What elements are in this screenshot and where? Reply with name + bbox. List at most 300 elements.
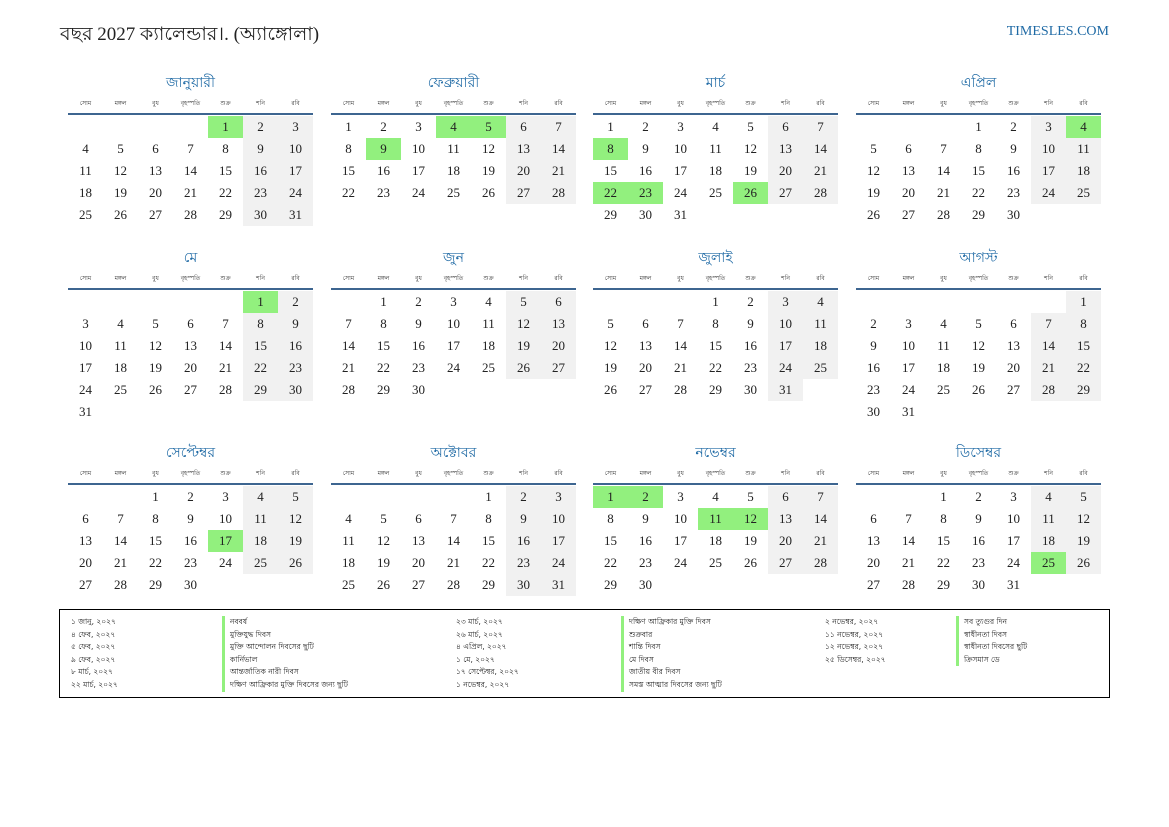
day-cell: 7 <box>905 511 912 526</box>
weekday-label: সোম <box>79 470 92 477</box>
month-name: মার্চ <box>705 75 726 91</box>
day-cell: 26 <box>506 357 541 379</box>
day-cell: 9 <box>747 316 754 331</box>
day-cell: 22 <box>937 555 950 570</box>
day-cell: 14 <box>219 338 232 353</box>
weekday-label: মঙ্গল <box>377 100 390 107</box>
day-cell: 11 <box>803 313 838 335</box>
day-cell: 1 <box>485 489 492 504</box>
day-cell: 14 <box>803 138 838 160</box>
day-cell: 10 <box>541 508 576 530</box>
holiday-name: আন্তর্জাতিক নারী দিবস <box>222 666 348 679</box>
day-cell: 17 <box>541 530 576 552</box>
empty-cell <box>926 291 961 313</box>
day-cell: 26 <box>972 382 985 397</box>
day-cell: 28 <box>184 207 197 222</box>
empty-cell <box>628 291 663 313</box>
day-cell: 7 <box>345 316 352 331</box>
day-cell: 22 <box>482 555 495 570</box>
weekday-label: বুধ <box>677 100 684 107</box>
day-cell: 3 <box>768 291 803 313</box>
weekday-label: বৃহস্পতি <box>705 275 726 282</box>
day-cell: 22 <box>709 360 722 375</box>
holiday-name: দক্ষিণ আফ্রিকার মুক্তি দিবসের জন্য ছুটি <box>222 679 348 692</box>
weekday-label: শনি <box>781 470 790 477</box>
day-cell: 14 <box>1031 335 1066 357</box>
day-cell: 30 <box>278 379 313 401</box>
day-cell: 29 <box>482 577 495 592</box>
day-cell: 10 <box>674 141 687 156</box>
day-cell: 25 <box>709 185 722 200</box>
day-cell: 27 <box>506 182 541 204</box>
weekday-label: মঙ্গল <box>902 275 915 282</box>
day-cell: 10 <box>1007 511 1020 526</box>
day-cell: 5 <box>607 316 614 331</box>
holiday-name: দক্ষিণ আফ্রিকার মুক্তি দিবস <box>621 616 722 629</box>
day-cell: 28 <box>803 552 838 574</box>
day-cell: 5 <box>870 141 877 156</box>
days-grid <box>68 486 313 596</box>
day-cell: 8 <box>243 313 278 335</box>
day-cell: 18 <box>447 163 460 178</box>
holiday-name: জাতীয় বীর দিবস <box>621 666 722 679</box>
day-cell: 25 <box>1066 182 1101 204</box>
day-cell: 5 <box>747 119 754 134</box>
weekday-label: বুধ <box>152 100 159 107</box>
day-cell: 10 <box>219 511 232 526</box>
weekday-label: রবি <box>291 470 300 477</box>
weekday-label: শনি <box>519 275 528 282</box>
holiday-list <box>59 609 1110 698</box>
empty-cell <box>436 486 471 508</box>
weekday-header <box>331 269 576 290</box>
weekday-label: মঙ্গল <box>639 470 652 477</box>
day-cell: 26 <box>278 552 313 574</box>
day-cell: 19 <box>744 163 757 178</box>
weekday-label: শনি <box>256 275 265 282</box>
day-cell: 24 <box>219 555 232 570</box>
day-cell: 15 <box>709 338 722 353</box>
weekday-label: সোম <box>79 100 92 107</box>
day-cell: 10 <box>768 313 803 335</box>
day-cell: 9 <box>642 141 649 156</box>
weekday-label: বৃহস্পতি <box>705 100 726 107</box>
day-cell: 4 <box>712 489 719 504</box>
empty-cell <box>331 486 366 508</box>
days-grid <box>856 116 1101 226</box>
day-cell: 25 <box>79 207 92 222</box>
weekday-label: মঙ্গল <box>902 100 915 107</box>
holiday-dates-column <box>456 616 519 692</box>
day-cell: 23 <box>506 552 541 574</box>
day-cell: 21 <box>937 185 950 200</box>
days-grid <box>331 116 576 204</box>
day-cell: 8 <box>380 316 387 331</box>
day-cell: 15 <box>604 533 617 548</box>
day-cell: 27 <box>1007 382 1020 397</box>
day-cell: 15 <box>149 533 162 548</box>
day-cell: 4 <box>712 119 719 134</box>
holiday-name: মুক্তিযুদ্ধ দিবস <box>222 629 348 642</box>
day-cell: 3 <box>905 316 912 331</box>
weekday-label: রবি <box>816 470 825 477</box>
day-cell: 18 <box>342 555 355 570</box>
day-cell: 1 <box>940 489 947 504</box>
month-block <box>331 247 576 401</box>
day-cell: 31 <box>278 204 313 226</box>
day-cell: 26 <box>482 185 495 200</box>
empty-cell <box>891 486 926 508</box>
day-cell: 12 <box>114 163 127 178</box>
weekday-header <box>856 269 1101 290</box>
month-name: আগস্ট <box>959 250 998 266</box>
weekday-label: বুধ <box>152 275 159 282</box>
weekday-label: বৃহস্পতি <box>443 275 464 282</box>
day-cell: 11 <box>1031 508 1066 530</box>
day-cell: 5 <box>975 316 982 331</box>
day-cell: 24 <box>278 182 313 204</box>
days-grid <box>593 486 838 596</box>
weekday-label: শুক্র <box>1008 470 1019 477</box>
day-cell: 19 <box>867 185 880 200</box>
day-cell: 13 <box>149 163 162 178</box>
day-cell: 15 <box>482 533 495 548</box>
weekday-label: শনি <box>256 470 265 477</box>
weekday-label: শুক্র <box>745 275 756 282</box>
day-cell: 11 <box>79 163 92 178</box>
holiday-name: স্বাধীনতা দিবস <box>956 629 1027 642</box>
holiday-names-column <box>621 616 722 692</box>
holiday-date: ৫ ফেব, ২০২৭ <box>71 642 116 652</box>
day-cell: 10 <box>278 138 313 160</box>
day-cell: 18 <box>114 360 127 375</box>
site-link[interactable]: TIMESLES.COM <box>1006 24 1109 39</box>
day-cell: 17 <box>768 335 803 357</box>
day-cell: 5 <box>380 511 387 526</box>
holiday-name: ক্রিসমাস ডে <box>956 654 1027 667</box>
month-name: সেপ্টেম্বর <box>165 445 216 461</box>
day-cell: 3 <box>541 486 576 508</box>
day-cell: 29 <box>149 577 162 592</box>
day-cell: 1 <box>607 119 614 134</box>
day-cell: 26 <box>604 382 617 397</box>
month-block <box>856 72 1101 226</box>
day-cell: 19 <box>604 360 617 375</box>
weekday-label: রবি <box>554 100 563 107</box>
day-cell: 16 <box>506 530 541 552</box>
day-cell: 22 <box>1066 357 1101 379</box>
day-cell: 7 <box>222 316 229 331</box>
empty-cell <box>331 291 366 313</box>
day-cell: 6 <box>768 116 803 138</box>
day-cell: 11 <box>1066 138 1101 160</box>
day-cell: 4 <box>345 511 352 526</box>
day-cell: 20 <box>541 335 576 357</box>
day-cell: 24 <box>541 552 576 574</box>
day-cell: 15 <box>972 163 985 178</box>
day-cell: 20 <box>184 360 197 375</box>
day-cell: 25 <box>937 382 950 397</box>
day-cell: 20 <box>506 160 541 182</box>
day-cell: 21 <box>184 185 197 200</box>
day-cell: 11 <box>243 508 278 530</box>
day-cell: 31 <box>1007 577 1020 592</box>
day-cell: 17 <box>1031 160 1066 182</box>
day-cell: 26 <box>867 207 880 222</box>
day-cell: 15 <box>604 163 617 178</box>
weekday-label: রবি <box>1079 470 1088 477</box>
day-cell: 3 <box>677 119 684 134</box>
day-cell: 16 <box>867 360 880 375</box>
day-cell: 5 <box>278 486 313 508</box>
day-cell: 14 <box>342 338 355 353</box>
day-cell: 24 <box>412 185 425 200</box>
day-cell: 27 <box>867 577 880 592</box>
day-cell: 16 <box>639 163 652 178</box>
weekday-label: সোম <box>342 100 355 107</box>
day-cell: 8 <box>712 316 719 331</box>
day-cell: 19 <box>149 360 162 375</box>
day-cell: 17 <box>79 360 92 375</box>
day-cell: 22 <box>377 360 390 375</box>
weekday-label: শুক্র <box>745 470 756 477</box>
day-cell: 5 <box>506 291 541 313</box>
holiday-date: ১ নভেম্বর, ২০২৭ <box>456 679 510 689</box>
holiday-day-cell: 11 <box>698 508 733 530</box>
day-cell: 2 <box>187 489 194 504</box>
holiday-day-cell: 25 <box>1031 552 1066 574</box>
day-cell: 29 <box>937 577 950 592</box>
day-cell: 31 <box>902 404 915 419</box>
days-grid <box>856 486 1101 596</box>
holiday-date: ৪ এপ্রিল, ২০২৭ <box>456 642 507 652</box>
day-cell: 11 <box>114 338 127 353</box>
day-cell: 27 <box>79 577 92 592</box>
day-cell: 26 <box>114 207 127 222</box>
weekday-label: বুধ <box>415 470 422 477</box>
day-cell: 12 <box>867 163 880 178</box>
day-cell: 19 <box>278 530 313 552</box>
day-cell: 15 <box>243 335 278 357</box>
day-cell: 21 <box>541 160 576 182</box>
day-cell: 21 <box>342 360 355 375</box>
month-block <box>331 442 576 596</box>
weekday-label: বৃহস্পতি <box>443 470 464 477</box>
weekday-label: শুক্র <box>220 275 231 282</box>
day-cell: 12 <box>744 141 757 156</box>
day-cell: 15 <box>342 163 355 178</box>
weekday-header <box>68 94 313 115</box>
day-cell: 8 <box>222 141 229 156</box>
day-cell: 13 <box>768 138 803 160</box>
day-cell: 24 <box>1031 182 1066 204</box>
holiday-day-cell: 22 <box>593 182 628 204</box>
empty-cell <box>856 486 891 508</box>
weekday-label: শুক্র <box>1008 100 1019 107</box>
month-block <box>68 247 313 423</box>
day-cell: 6 <box>1010 316 1017 331</box>
day-cell: 2 <box>278 291 313 313</box>
holiday-date: ২৬ মার্চ, ২০২৭ <box>456 629 503 639</box>
empty-cell <box>138 291 173 313</box>
day-cell: 14 <box>114 533 127 548</box>
holiday-name: কার্নিভাল <box>222 654 348 667</box>
day-cell: 9 <box>187 511 194 526</box>
day-cell: 29 <box>604 577 617 592</box>
day-cell: 17 <box>674 163 687 178</box>
day-cell: 22 <box>219 185 232 200</box>
weekday-label: বুধ <box>940 275 947 282</box>
day-cell: 25 <box>114 382 127 397</box>
holiday-date: ২৫ ডিসেম্বর, ২০২৭ <box>825 654 886 664</box>
day-cell: 23 <box>744 360 757 375</box>
day-cell: 14 <box>447 533 460 548</box>
day-cell: 26 <box>149 382 162 397</box>
day-cell: 17 <box>412 163 425 178</box>
day-cell: 28 <box>541 182 576 204</box>
weekday-label: বুধ <box>415 275 422 282</box>
month-name: মে <box>183 250 198 266</box>
day-cell: 29 <box>243 379 278 401</box>
day-cell: 20 <box>149 185 162 200</box>
day-cell: 20 <box>639 360 652 375</box>
day-cell: 20 <box>902 185 915 200</box>
weekday-header <box>856 94 1101 115</box>
weekday-label: বৃহস্পতি <box>180 470 201 477</box>
day-cell: 29 <box>972 207 985 222</box>
holiday-date: ৮ মার্চ, ২০২৭ <box>71 667 113 677</box>
day-cell: 8 <box>152 511 159 526</box>
day-cell: 7 <box>450 511 457 526</box>
day-cell: 30 <box>867 404 880 419</box>
day-cell: 4 <box>803 291 838 313</box>
day-cell: 3 <box>677 489 684 504</box>
day-cell: 9 <box>975 511 982 526</box>
day-cell: 2 <box>243 116 278 138</box>
day-cell: 14 <box>541 138 576 160</box>
weekday-label: বৃহস্পতি <box>443 100 464 107</box>
day-cell: 25 <box>243 552 278 574</box>
day-cell: 12 <box>482 141 495 156</box>
day-cell: 4 <box>485 294 492 309</box>
days-grid <box>593 116 838 226</box>
day-cell: 11 <box>482 316 495 331</box>
day-cell: 12 <box>972 338 985 353</box>
day-cell: 12 <box>377 533 390 548</box>
day-cell: 23 <box>1007 185 1020 200</box>
weekday-label: শুক্র <box>483 100 494 107</box>
day-cell: 17 <box>278 160 313 182</box>
weekday-label: রবি <box>1079 275 1088 282</box>
day-cell: 2 <box>642 119 649 134</box>
day-cell: 29 <box>377 382 390 397</box>
day-cell: 21 <box>447 555 460 570</box>
empty-cell <box>68 291 103 313</box>
holiday-dates-column <box>825 616 886 666</box>
month-name: ফেব্রুয়ারী <box>427 75 480 91</box>
weekday-label: রবি <box>1079 100 1088 107</box>
day-cell: 24 <box>902 382 915 397</box>
day-cell: 9 <box>1010 141 1017 156</box>
month-name: জুলাই <box>698 250 733 266</box>
weekday-label: সোম <box>604 100 617 107</box>
day-cell: 11 <box>342 533 355 548</box>
weekday-label: সোম <box>342 470 355 477</box>
weekday-label: রবি <box>291 100 300 107</box>
day-cell: 23 <box>639 555 652 570</box>
day-cell: 20 <box>1007 360 1020 375</box>
weekday-label: রবি <box>816 100 825 107</box>
day-cell: 28 <box>219 382 232 397</box>
day-cell: 5 <box>1066 486 1101 508</box>
holiday-name: শান্তি দিবস <box>621 641 722 654</box>
day-cell: 28 <box>342 382 355 397</box>
day-cell: 30 <box>412 382 425 397</box>
day-cell: 11 <box>937 338 950 353</box>
day-cell: 26 <box>744 555 757 570</box>
day-cell: 30 <box>184 577 197 592</box>
empty-cell <box>891 291 926 313</box>
weekday-label: মঙ্গল <box>377 275 390 282</box>
weekday-header <box>68 464 313 485</box>
holiday-day-cell: 1 <box>243 291 278 313</box>
month-block <box>331 72 576 204</box>
holiday-day-cell: 23 <box>628 182 663 204</box>
holiday-name: নববর্ষ <box>222 616 348 629</box>
empty-cell <box>891 116 926 138</box>
weekday-label: শনি <box>519 100 528 107</box>
day-cell: 13 <box>184 338 197 353</box>
empty-cell <box>961 291 996 313</box>
day-cell: 26 <box>377 577 390 592</box>
day-cell: 30 <box>639 207 652 222</box>
weekday-label: বুধ <box>677 470 684 477</box>
empty-cell <box>173 116 208 138</box>
day-cell: 20 <box>412 555 425 570</box>
day-cell: 30 <box>972 577 985 592</box>
day-cell: 29 <box>219 207 232 222</box>
day-cell: 19 <box>482 163 495 178</box>
weekday-header <box>331 94 576 115</box>
day-cell: 16 <box>278 335 313 357</box>
day-cell: 18 <box>709 163 722 178</box>
day-cell: 7 <box>803 116 838 138</box>
day-cell: 25 <box>342 577 355 592</box>
day-cell: 16 <box>412 338 425 353</box>
day-cell: 30 <box>506 574 541 596</box>
empty-cell <box>593 291 628 313</box>
empty-cell <box>663 291 698 313</box>
day-cell: 5 <box>747 489 754 504</box>
empty-cell <box>103 116 138 138</box>
day-cell: 9 <box>415 316 422 331</box>
day-cell: 19 <box>972 360 985 375</box>
day-cell: 6 <box>506 116 541 138</box>
holiday-day-cell: 9 <box>366 138 401 160</box>
day-cell: 21 <box>803 160 838 182</box>
day-cell: 19 <box>1066 530 1101 552</box>
day-cell: 11 <box>709 141 722 156</box>
day-cell: 13 <box>639 338 652 353</box>
day-cell: 17 <box>447 338 460 353</box>
day-cell: 8 <box>1066 313 1101 335</box>
day-cell: 16 <box>744 338 757 353</box>
days-grid <box>593 291 838 401</box>
day-cell: 29 <box>709 382 722 397</box>
weekday-label: বুধ <box>415 100 422 107</box>
day-cell: 4 <box>117 316 124 331</box>
weekday-label: রবি <box>291 275 300 282</box>
